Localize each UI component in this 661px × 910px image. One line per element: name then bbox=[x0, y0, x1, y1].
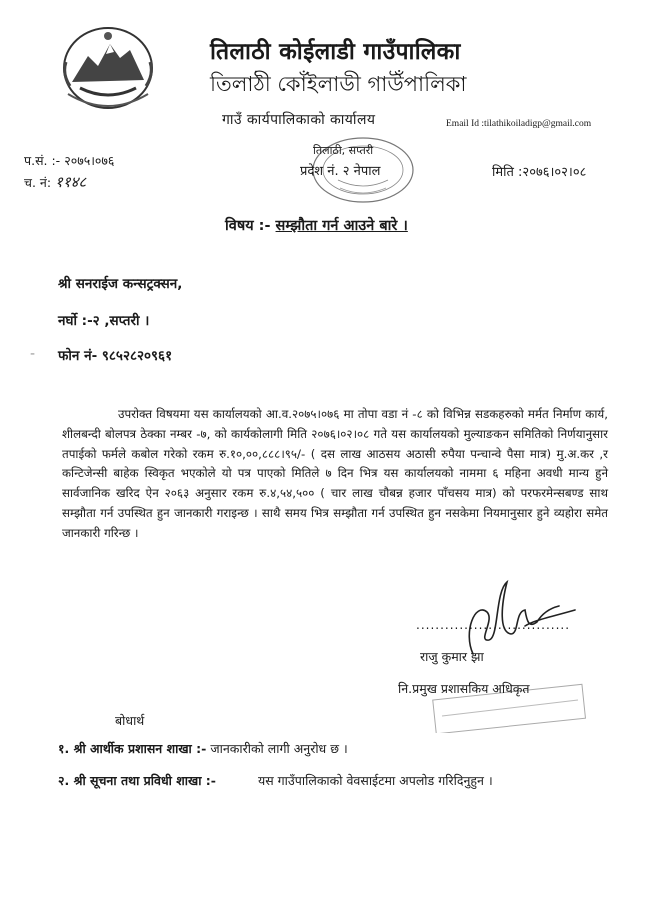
copy-to-heading: बोधार्थ bbox=[115, 713, 145, 728]
copy-item bbox=[58, 740, 348, 757]
copy-item bbox=[58, 772, 493, 789]
copy-item-label: १. श्री आर्थीक प्रशासन शाखा :- bbox=[58, 741, 207, 756]
dispatch-label: च. नं: bbox=[24, 175, 52, 190]
dispatch-value: ११४८ bbox=[55, 173, 87, 191]
reference-number bbox=[24, 152, 114, 169]
signatory-name: राजु कुमार झा bbox=[420, 649, 484, 664]
signatory-designation: नि.प्रमुख प्रशासकिय अधिकृत bbox=[398, 681, 530, 696]
dispatch-number bbox=[24, 172, 86, 192]
email-address: Email Id :tilathikoiladigp@gmail.com bbox=[446, 119, 592, 129]
subject-line bbox=[225, 215, 408, 235]
subject-text: सम्झौता गर्न आउने बारे । bbox=[275, 218, 408, 234]
municipality-title-nepali: तिलाठी कोईलाडी गाउँपालिका bbox=[210, 39, 461, 65]
letter-body bbox=[62, 405, 608, 544]
body-paragraph: उपरोक्त विषयमा यस कार्यालयको आ.व.२०७५।०७६ मा तोपा वडा नं -८ को विभिन्न सडकहरुको मर्मत निर्माण कार्य, शीलबन्दी बोलपत्र ठेक्का नम्बर -७, को कार्यकोलागी मिति २०७६।०२।०८ गते यस कार्यालयको मुल्याङकन समितिको निर्णयानुसार तपाईको फर्मले कबोल गरेको रकम रु.१०,००,८८८।९५/- ( दस लाख आठसय अठासी रुपैया पन्चान्वे पैसा मात्र) मु.अ.कर ,र कन्टिजेन्सी बाहेक स्विकृत भएकोले यो पत्र पाएको मितिले ७ दिन भित्र यस कार्यालयको नाममा ६ महिना अवधी मान्य हुने सार्वजानिक खरिद ऐन २०६३ अनुसार रकम रु.४,५४,५०० ( चार लाख चौबन्न हजार पाँचसय मात्र) को परफरमेन्सबण्ड साथ सम्झौता गर्न उपस्थित हुन जानकारी गराइन्छ । साथै समय भित्र सम्झौता गर्न उपस्थित हुन नसकेमा नियमानुसार हुने व्यहोरा समेत जानकारी गरिन्छ । bbox=[62, 407, 608, 540]
letter-date: मिति :२०७६।०२।०८ bbox=[492, 165, 587, 180]
subject-label: विषय :- bbox=[225, 218, 271, 234]
recipient-phone: फोन नं- ९८५२८२०९६१ bbox=[58, 348, 173, 364]
office-name: गाउँ कार्यपालिकाको कार्यालय bbox=[222, 112, 376, 128]
recipient-address: नर्घो :-२ ,सप्तरी । bbox=[58, 313, 150, 329]
copy-item-text: यस गाउँपालिकाको वेवसाईटमा अपलोड गरिदिनुहुन । bbox=[257, 773, 493, 788]
copy-item-text: जानकारीको लागी अनुरोध छ । bbox=[210, 741, 348, 756]
municipality-title-maithili: তিলাঠী কোঁইলাডী গাউঁপালিকা bbox=[210, 72, 467, 96]
reference-value: २०७५।०७६ bbox=[64, 153, 115, 168]
copy-item-label: २. श्री सूचना तथा प्रविधी शाखा :- bbox=[58, 773, 216, 788]
address-line2: प्रदेश नं. २ नेपाल bbox=[300, 164, 381, 179]
margin-mark: - bbox=[30, 346, 36, 362]
signature-dotted-line: ................................ bbox=[416, 618, 571, 632]
reference-label: प.सं. :- bbox=[24, 153, 61, 168]
recipient-name: श्री सनराईज कन्सट्रक्सन, bbox=[58, 276, 183, 292]
nepal-emblem-logo bbox=[58, 22, 158, 114]
address-line1: तिलाठी, सप्तरी bbox=[313, 144, 374, 157]
